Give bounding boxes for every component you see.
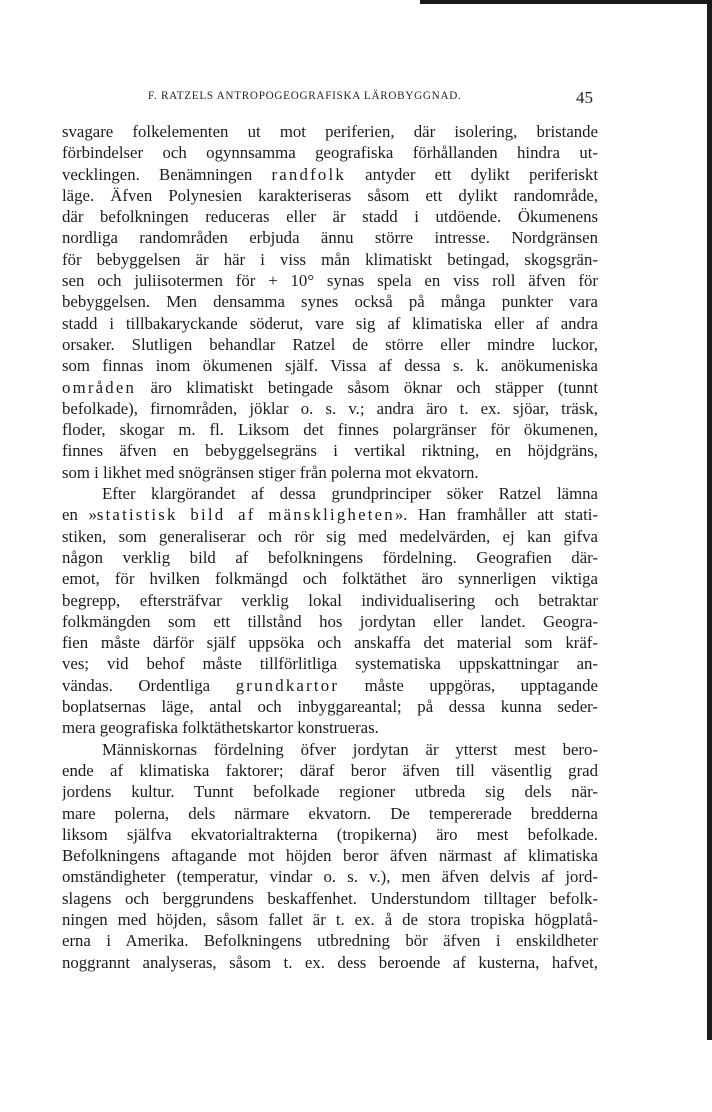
text-line: läge. Äfven Polynesien karakteriseras såsom ett dylikt randområde, <box>62 185 598 205</box>
text-line: finnes äfven en bebyggelsegräns i vertikal riktning, en höjdgräns, <box>62 441 598 461</box>
text-line: stiken, som generaliserar och rör sig med medelvärden, ej kan gifva <box>62 526 598 546</box>
page-number: 45 <box>576 88 593 107</box>
scan-edge-top <box>420 0 712 4</box>
text-line: stadd i tillbakaryckande söderut, vare sig af klimatiska eller af andra <box>62 313 598 333</box>
text-line: som i likhet med snögränsen stiger från polerna mot ekvatorn. <box>62 462 479 482</box>
text-line: folkmängden som ett tillstånd hos jordytan eller landet. Geogra- <box>62 611 598 631</box>
text-line: förbindelser och ogynnsamma geografiska förhållanden hindra ut- <box>62 143 598 163</box>
text-line: där befolkningen reduceras eller är stadd i utdöende. Ökumenens <box>62 207 598 227</box>
text-line: emot, för hvilken folkmängd och folktäthet äro synnerligen viktiga <box>62 569 598 589</box>
body-text <box>62 121 598 973</box>
text-line: områden äro klimatiskt betingade såsom öknar och stäpper (tunnt <box>62 377 598 397</box>
text-line: boplatsernas läge, antal och inbyggareantal; på dessa kunna seder- <box>62 697 598 717</box>
text-line: Efter klargörandet af dessa grundprinciper söker Ratzel lämna <box>102 484 598 504</box>
text-line: vecklingen. Benämningen randfolk antyder ett dylikt periferiskt <box>62 164 598 184</box>
text-line: liksom själfva ekvatorialtrakterna (tropikerna) äro mest befolkade. <box>62 824 598 844</box>
text-line: någon verklig bild af befolkningens fördelning. Geografien där- <box>62 547 598 567</box>
text-line: bebyggelsen. Men densamma synes också på många punkter vara <box>62 292 598 312</box>
text-line: erna i Amerika. Befolkningens utbredning bör äfven i enskildheter <box>62 931 598 951</box>
text-line: en »statistisk bild af mänskligheten». Han framhåller att stati- <box>62 505 598 525</box>
text-line: jordens kultur. Tunnt befolkade regioner utbreda sig dels när- <box>62 782 598 802</box>
text-line: fien måste därför själf uppsöka och anskaffa det material som kräf- <box>62 633 598 653</box>
text-line: orsaker. Slutligen behandlar Ratzel de större eller mindre luckor, <box>62 334 598 354</box>
text-line: som finnas inom ökumenen själf. Vissa af dessa s. k. anökumeniska <box>62 356 598 376</box>
text-line: svagare folkelementen ut mot periferien, där isolering, bristande <box>62 122 598 141</box>
scan-edge-right <box>707 0 712 1112</box>
text-line: ningen med höjden, såsom fallet är t. ex. å de stora tropiska högplatå- <box>62 909 598 929</box>
text-line: ende af klimatiska faktorer; däraf beror äfven till väsentlig grad <box>62 760 598 780</box>
text-line: omständigheter (temperatur, vindar o. s. v.), men äfven delvis af jord- <box>62 867 598 887</box>
text-line: floder, skogar m. fl. Liksom det finnes polargränser för ökumenen, <box>62 420 598 440</box>
text-line: befolkade), firnområden, jöklar o. s. v.; andra äro t. ex. sjöar, träsk, <box>62 398 598 418</box>
text-line: ves; vid behof måste tillförlitliga systematiska uppskattningar an- <box>62 654 598 674</box>
text-line: Människornas fördelning öfver jordytan är ytterst mest bero- <box>102 739 598 759</box>
text-line: noggrannt analyseras, såsom t. ex. dess beroende af kusterna, hafvet, <box>62 952 598 972</box>
text-line: nordliga randområden erbjuda ännu större intresse. Nordgränsen <box>62 228 598 248</box>
text-line: vändas. Ordentliga grundkartor måste uppgöras, upptagande <box>62 675 598 695</box>
running-head: F. RATZELS ANTROPOGEOGRAFISKA LÄROBYGGNAD. <box>148 90 462 102</box>
text-line: sen och juliisotermen för + 10° synas spela en viss roll äfven för <box>62 271 598 291</box>
scan-edge-gap <box>684 1040 712 1112</box>
text-line: Befolkningens aftagande mot höjden beror äfven närmast af klimatiska <box>62 846 598 866</box>
text-line: mera geografiska folktäthetskartor konstrueras. <box>62 718 379 738</box>
text-line: mare polerna, dels närmare ekvatorn. De tempererade bredderna <box>62 803 598 823</box>
text-line: slagens och berggrundens beskaffenhet. Understundom tilltager befolk- <box>62 888 598 908</box>
text-line: begrepp, eftersträfvar verklig lokal individualisering och betraktar <box>62 590 598 610</box>
text-line: för bebyggelsen är här i viss mån klimatiskt betingad, skogsgrän- <box>62 249 598 269</box>
